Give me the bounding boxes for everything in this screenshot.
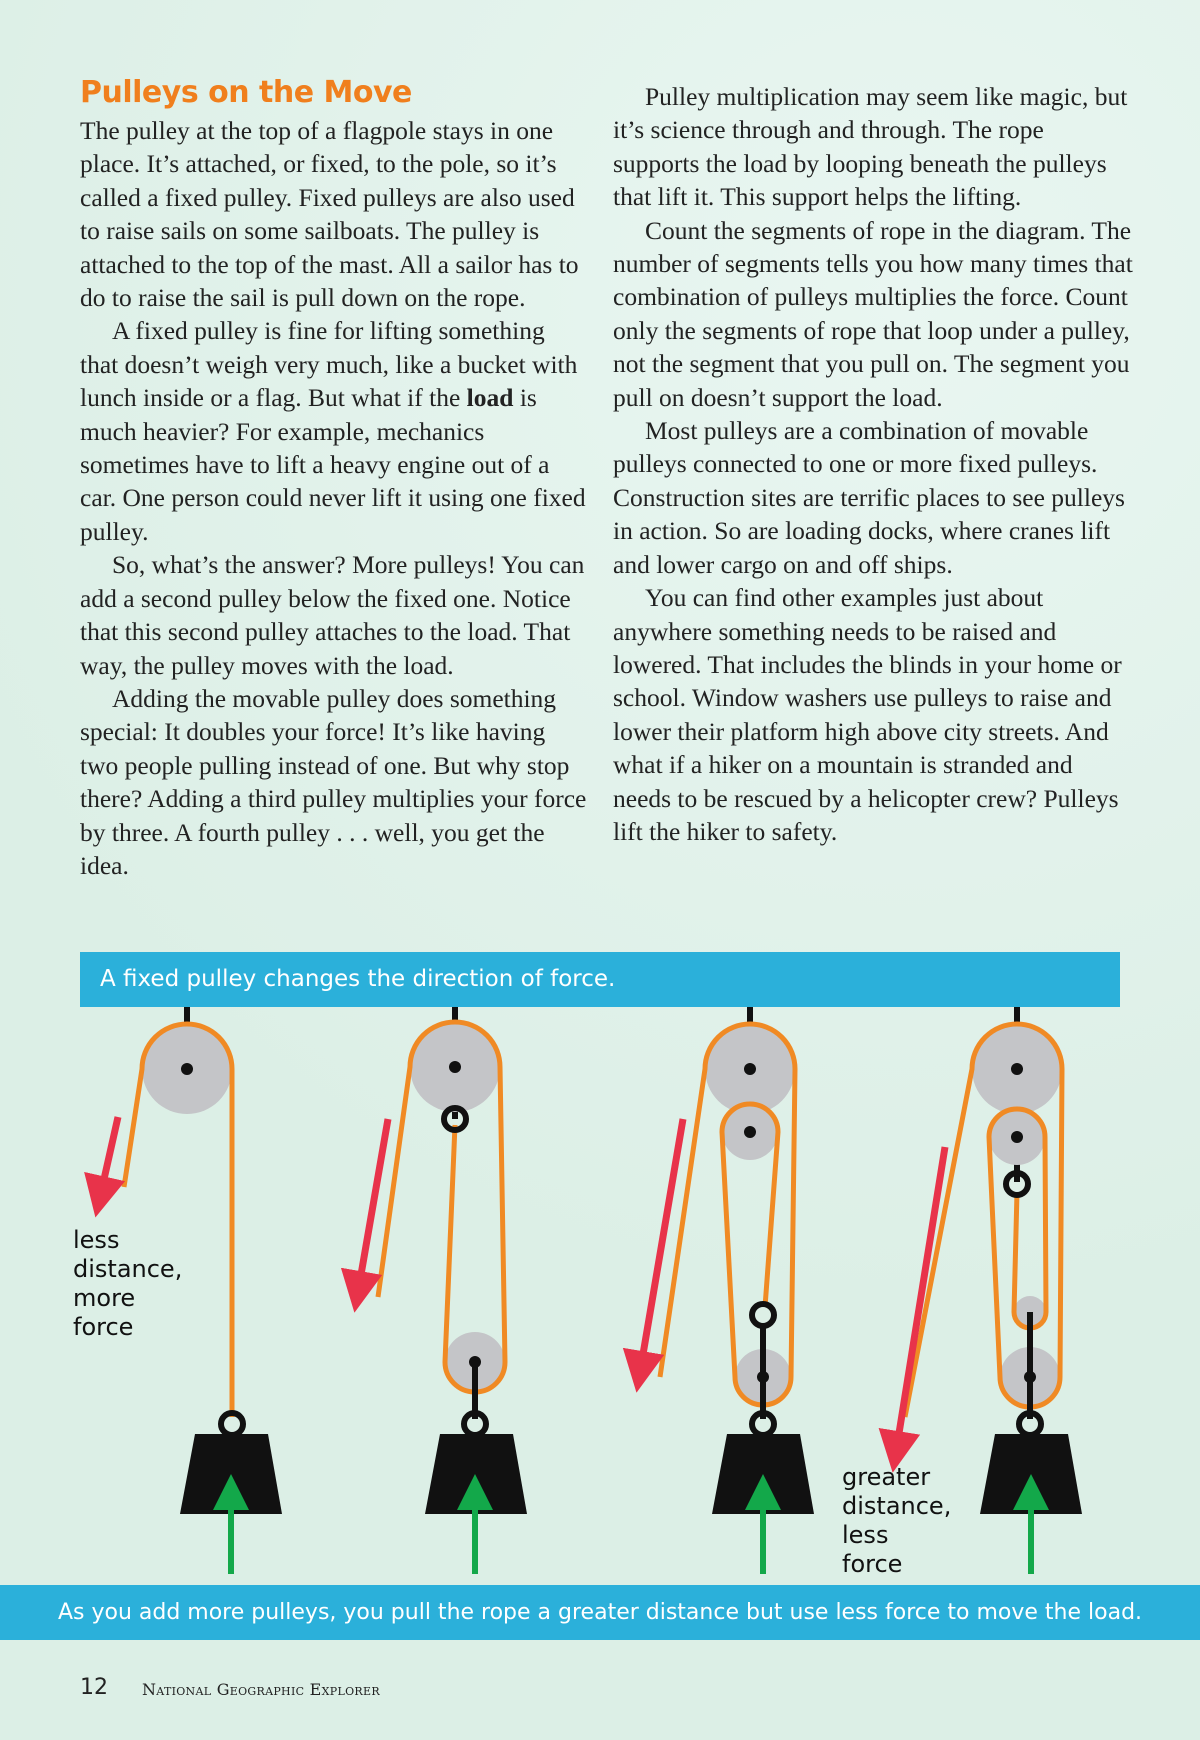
paragraph-text: A fixed pulley is fine for lifting something that doesn’t weigh very much, like a bucket with lunch inside or a flag. But what if the <box>80 316 578 413</box>
paragraph: You can find other examples just about anywhere something needs to be raised and lowered. That includes the blinds in your home or school. Window washers use pulleys to raise and lower their platform high above city streets. And what if a hiker on a mountain is stranded and needs to be rescued by a helicopter crew? Pulleys lift the hiker to safety. <box>613 583 1122 846</box>
paragraph-text: is much heavier? For example, mechanics sometimes have to lift a heavy engine out of a car. One person could never lift it using one fixed pulley. <box>80 383 586 546</box>
label-line: less <box>842 1521 889 1549</box>
paragraph: The pulley at the top of a flagpole stays in one place. It’s attached, or fixed, to the pole, so it’s called a fixed pulley. Fixed pulleys are also used to raise sails on some sailboats. The pulley is attached to the top of the mast. All a sailor has to do to raise the sail is pull down on the rope. <box>80 116 579 313</box>
diagram-banner: A fixed pulley changes the direction of force. <box>80 952 1120 1007</box>
label-line: less <box>73 1226 120 1254</box>
axle <box>1011 1131 1023 1143</box>
bold-term-load: load <box>466 383 514 413</box>
label-line: distance, <box>842 1492 952 1520</box>
label-line: force <box>73 1313 134 1341</box>
paragraph-load <box>80 314 588 548</box>
label-line: more <box>73 1284 136 1312</box>
paragraph: Most pulleys are a combination of movable pulleys connected to one or more fixed pulleys. Construction sites are terrific places to see pulleys in action. So are loading docks, where cranes lift and lower cargo on and off ships. <box>613 416 1125 579</box>
paragraph: Count the segments of rope in the diagram. The number of segments tells you how many times that combination of pulleys multiplies the force. Count only the segments of rope that loop under a pulley, not the segment that you pull on. The segment you pull on doesn’t support the load. <box>613 215 1133 412</box>
label-greater-distance-less-force <box>842 1463 951 1579</box>
axle <box>469 1356 481 1368</box>
label-less-distance-more-force <box>73 1226 182 1342</box>
pull-arrow <box>100 1117 118 1197</box>
article-heading: Pulleys on the Move <box>80 75 412 110</box>
diagram-caption: As you add more pulleys, you pull the rope a greater distance but use less force to move the load. <box>0 1585 1200 1640</box>
pull-arrow <box>896 1147 945 1452</box>
axle <box>744 1126 756 1138</box>
axle <box>1024 1371 1036 1383</box>
pull-arrow <box>640 1119 683 1372</box>
left-column <box>80 72 588 882</box>
paragraph: Adding the movable pulley does something special: It doubles your force! It’s like having two people pulling instead of one. But why stop there? Adding a third pulley multiplies your force by three. A fourth pulley . . . well, you get the idea. <box>80 683 587 880</box>
axle <box>181 1063 193 1075</box>
magazine-title: National Geographic Explorer <box>142 1680 380 1699</box>
label-line: greater <box>842 1463 931 1491</box>
axle <box>1011 1063 1023 1075</box>
axle <box>449 1061 461 1073</box>
hook <box>752 1304 774 1326</box>
right-column <box>613 80 1133 848</box>
label-line: distance, <box>73 1255 183 1283</box>
label-line: force <box>842 1550 903 1578</box>
pulley-system-3 <box>640 1007 814 1574</box>
paragraph: Pulley multiplication may seem like magic, but it’s science through and through. The rope supports the load by looping beneath the pulleys that lift it. This support helps the lifting. <box>613 82 1128 212</box>
axle <box>744 1063 756 1075</box>
paragraph: So, what’s the answer? More pulleys! You can add a second pulley below the fixed one. Notice that this second pulley attaches to the load. That way, the pulley moves with the load. <box>80 550 585 680</box>
page-number: 12 <box>80 1675 108 1700</box>
pulley-system-2 <box>358 1007 527 1574</box>
axle <box>757 1371 769 1383</box>
